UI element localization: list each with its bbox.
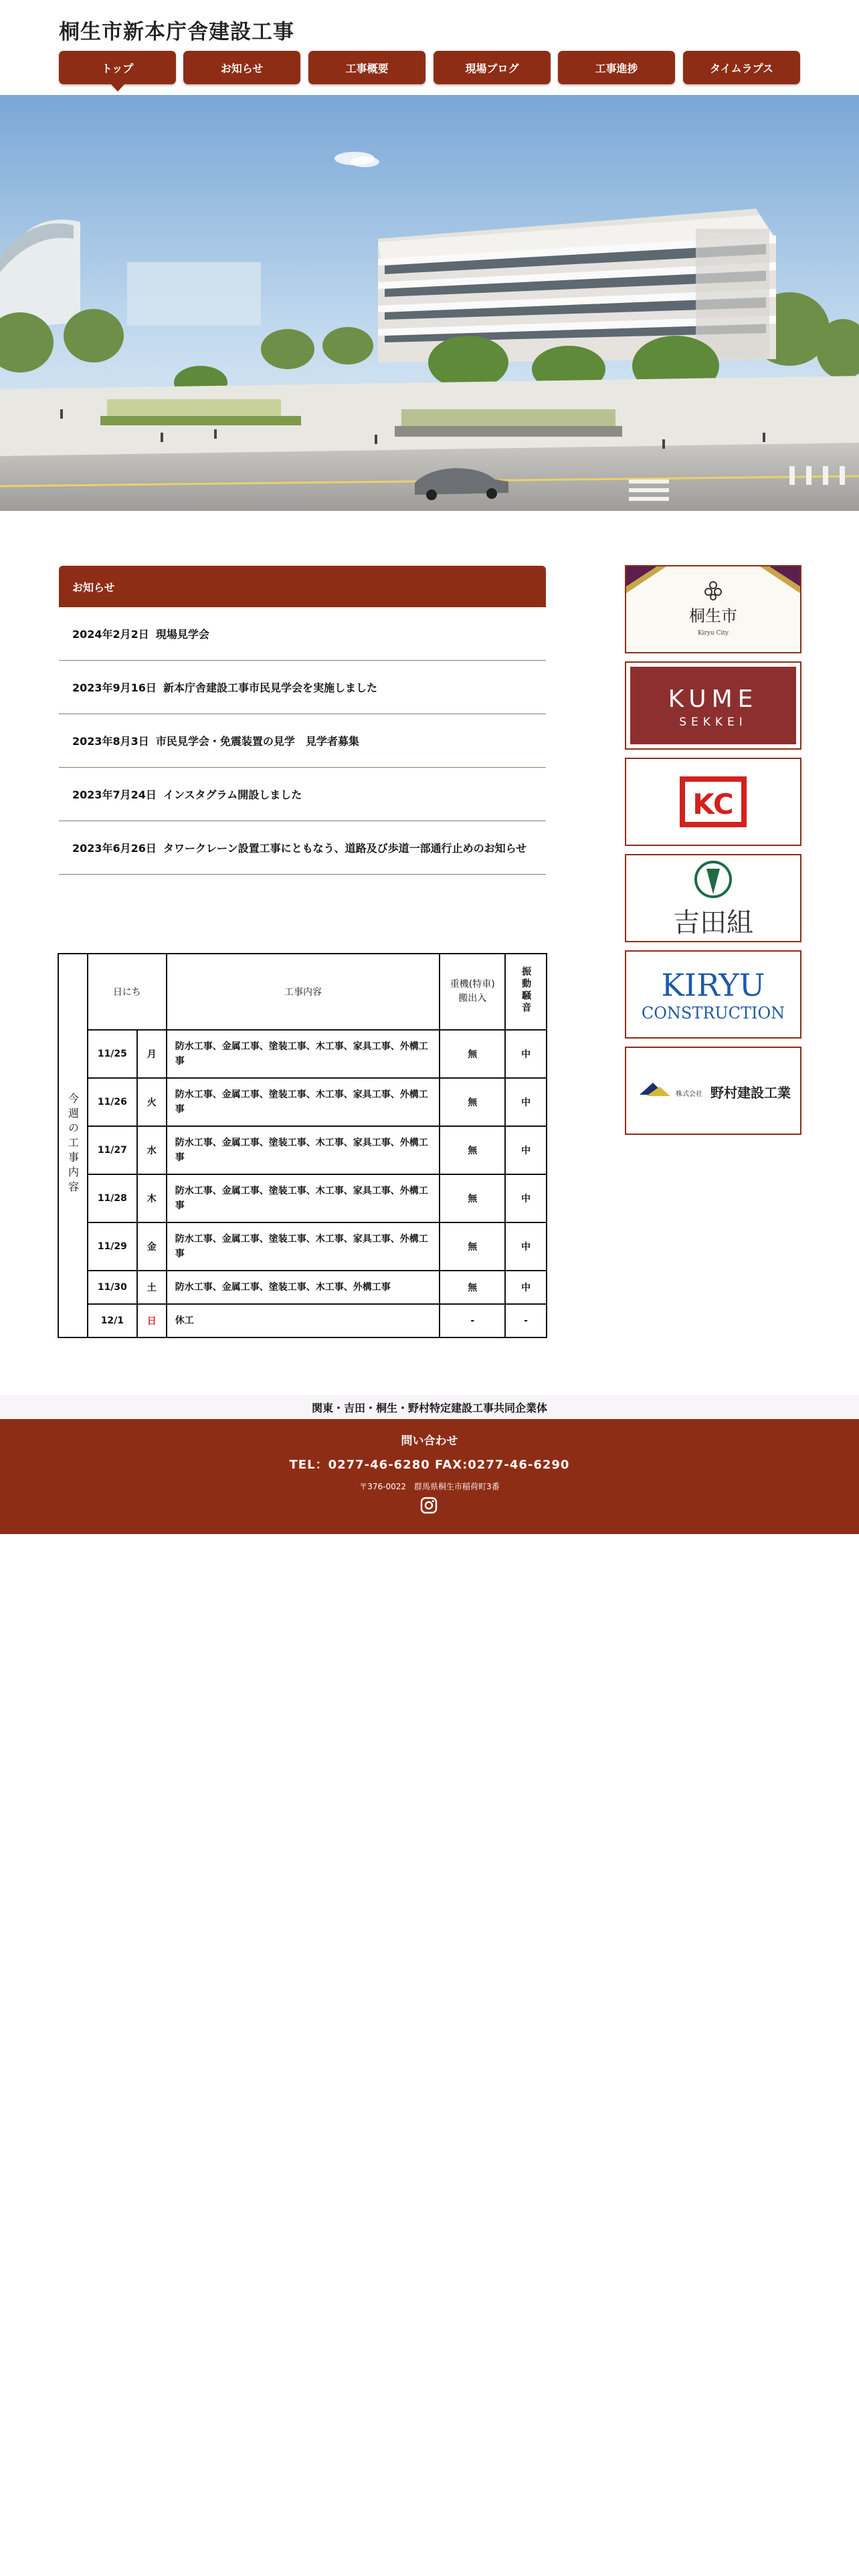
nav-label: お知らせ <box>220 62 264 75</box>
row-date: 11/30 <box>88 1271 137 1304</box>
table-header-row <box>58 954 547 1030</box>
news-item[interactable] <box>59 821 546 875</box>
news-item[interactable] <box>59 607 546 661</box>
row-date: 11/29 <box>88 1222 137 1271</box>
news-item[interactable] <box>59 661 546 714</box>
row-date: 11/26 <box>88 1078 137 1126</box>
news-title[interactable]: 市民見学会・免震装置の見学 見学者募集 <box>155 735 359 748</box>
kiryu-city-banner[interactable] <box>625 565 801 653</box>
row-content: 防水工事、金属工事、塗装工事、木工事、家具工事、外構工事 <box>167 1222 440 1271</box>
row-day: 水 <box>137 1126 167 1174</box>
row-vibration: 中 <box>505 1222 547 1271</box>
row-vehicles: 無 <box>440 1078 505 1126</box>
kanto-mark: KC <box>692 788 734 821</box>
kiryu-city-logo <box>626 566 800 652</box>
hero-building-rendering <box>0 95 859 511</box>
active-indicator-icon <box>111 84 124 92</box>
kiryu-cons-line1: KIRYU <box>661 967 765 1003</box>
kanto-logo <box>626 759 800 845</box>
news-title[interactable]: タワークレーン設置工事にともなう、道路及び歩道一部通行止めのお知らせ <box>163 842 527 855</box>
news-title[interactable]: 新本庁舎建設工事市民見学会を実施しました <box>163 681 377 694</box>
site-footer <box>0 1419 859 1534</box>
yoshida-gumi-banner[interactable] <box>625 854 801 942</box>
header-content: 工事内容 <box>167 954 440 1030</box>
table-row <box>58 1174 547 1222</box>
row-day: 土 <box>137 1271 167 1304</box>
kume-sekkei-banner[interactable] <box>625 661 801 750</box>
news-date: 2023年8月3日 <box>72 735 149 748</box>
table-row <box>58 1271 547 1304</box>
news-title[interactable]: 現場見学会 <box>155 628 209 641</box>
header-vehicles: 重機(特車)搬出入 <box>440 954 505 1030</box>
table-row <box>58 1030 547 1078</box>
nav-label: 工事概要 <box>345 62 389 75</box>
row-date: 12/1 <box>88 1304 137 1337</box>
row-vibration: 中 <box>505 1174 547 1222</box>
news-date: 2023年9月16日 <box>72 681 157 694</box>
nav-label: 工事進捗 <box>595 62 638 75</box>
nav-timelapse[interactable] <box>683 51 800 84</box>
row-vibration: - <box>505 1304 547 1337</box>
yoshida-gumi-logo <box>626 855 800 941</box>
nav-label: 現場ブログ <box>465 62 519 75</box>
row-vibration: 中 <box>505 1078 547 1126</box>
weekly-schedule-table <box>58 953 547 1338</box>
row-vehicles: 無 <box>440 1271 505 1304</box>
yoshida-name: 吉田組 <box>673 907 753 938</box>
row-day: 火 <box>137 1078 167 1126</box>
row-vehicles: 無 <box>440 1174 505 1222</box>
instagram-icon[interactable] <box>420 1497 438 1514</box>
nav-progress[interactable] <box>558 51 675 84</box>
news-item[interactable] <box>59 714 546 768</box>
row-day: 金 <box>137 1222 167 1271</box>
nav-top[interactable] <box>59 51 176 84</box>
news-item[interactable] <box>59 768 546 821</box>
table-row <box>58 1222 547 1271</box>
news-section <box>59 566 546 875</box>
nomura-prefix: 株式会社 <box>676 1091 702 1098</box>
news-title[interactable]: インスタグラム開設しました <box>163 788 302 801</box>
news-date: 2024年2月2日 <box>72 628 149 641</box>
row-vibration: 中 <box>505 1030 547 1078</box>
row-content: 防水工事、金属工事、塗装工事、木工事、外構工事 <box>167 1271 440 1304</box>
schedule-side-label: 今週の工事内容 <box>58 954 88 1337</box>
contact-title: 問い合わせ <box>401 1434 458 1448</box>
row-vehicles: 無 <box>440 1126 505 1174</box>
news-date: 2023年6月26日 <box>72 842 157 855</box>
kanto-construction-banner[interactable] <box>625 758 801 846</box>
row-vibration: 中 <box>505 1271 547 1304</box>
row-content: 防水工事、金属工事、塗装工事、木工事、家具工事、外構工事 <box>167 1126 440 1174</box>
contact-phone[interactable]: TEL：0277-46-6280 FAX:0277-46-6290 <box>289 1458 570 1472</box>
row-day: 木 <box>137 1174 167 1222</box>
nomura-name: 野村建設工業 <box>710 1085 791 1101</box>
row-vehicles: 無 <box>440 1222 505 1271</box>
nav-news[interactable] <box>183 51 300 84</box>
contact-address: 〒376-0022 群馬県桐生市稲荷町3番 <box>359 1482 500 1491</box>
row-vehicles: 無 <box>440 1030 505 1078</box>
row-day: 月 <box>137 1030 167 1078</box>
nav-blog[interactable] <box>434 51 551 84</box>
global-nav <box>59 51 800 84</box>
nav-label: タイムラプス <box>709 62 774 75</box>
site-title[interactable]: 桐生市新本庁舎建設工事 <box>59 20 294 44</box>
nav-label: トップ <box>101 62 134 75</box>
news-date: 2023年7月24日 <box>72 788 157 801</box>
kiryu-cons-line2: CONSTRUCTION <box>641 1004 785 1023</box>
row-date: 11/25 <box>88 1030 137 1078</box>
jv-name: 関東・吉田・桐生・野村特定建設工事共同企業体 <box>0 1395 859 1419</box>
nomura-construction-banner[interactable] <box>625 1047 801 1135</box>
table-row <box>58 1078 547 1126</box>
nomura-logo <box>626 1048 800 1134</box>
news-heading: お知らせ <box>59 566 546 607</box>
kiryu-city-name: 桐生市 <box>689 607 737 625</box>
row-date: 11/27 <box>88 1126 137 1174</box>
kume-line1: KUME <box>668 685 759 713</box>
header-vibration: 振動騒音 <box>505 954 547 1030</box>
kiryu-construction-banner[interactable] <box>625 950 801 1039</box>
header-date: 日にち <box>88 954 167 1030</box>
row-content: 休工 <box>167 1304 440 1337</box>
table-row <box>58 1304 547 1337</box>
kiryu-city-sub: Kiryu City <box>697 630 729 637</box>
row-day: 日 <box>137 1304 167 1337</box>
row-date: 11/28 <box>88 1174 137 1222</box>
nav-overview[interactable] <box>308 51 425 84</box>
kume-line2: SEKKEI <box>679 716 747 729</box>
row-content: 防水工事、金属工事、塗装工事、木工事、家具工事、外構工事 <box>167 1078 440 1126</box>
kiryu-construction-logo <box>626 952 800 1037</box>
row-content: 防水工事、金属工事、塗装工事、木工事、家具工事、外構工事 <box>167 1030 440 1078</box>
row-content: 防水工事、金属工事、塗装工事、木工事、家具工事、外構工事 <box>167 1174 440 1222</box>
row-vibration: 中 <box>505 1126 547 1174</box>
kume-sekkei-logo <box>626 663 800 748</box>
row-vehicles: - <box>440 1304 505 1337</box>
site-header <box>0 0 859 95</box>
table-row <box>58 1126 547 1174</box>
